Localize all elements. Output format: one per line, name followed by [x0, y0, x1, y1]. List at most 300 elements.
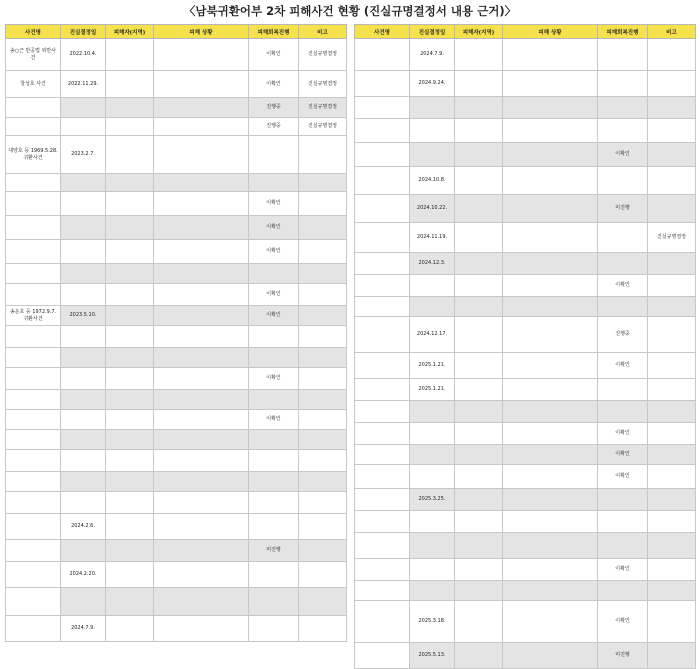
decision-date-cell: 2024.2.20. [61, 562, 106, 588]
right-table-panel [354, 24, 695, 669]
case-name-cell [6, 284, 61, 306]
decision-date-cell [410, 559, 455, 581]
case-name-cell [6, 368, 61, 390]
decision-date-cell: 2024.10.22. [410, 195, 455, 223]
right-table-body [355, 39, 696, 669]
damage-detail-cell [503, 489, 598, 511]
recovery-progress-cell [598, 119, 648, 143]
case-name-cell [355, 353, 410, 379]
table-row [355, 423, 696, 445]
victim-cell [455, 379, 503, 401]
note-cell [648, 275, 696, 297]
case-name-cell [355, 559, 410, 581]
table-row [355, 401, 696, 423]
decision-date-cell: 2025.3.25. [410, 489, 455, 511]
decision-date-cell: 2024.12.3. [410, 253, 455, 275]
note-cell [648, 401, 696, 423]
case-name-cell [6, 492, 61, 514]
victim-cell [455, 317, 503, 353]
table-row [355, 489, 696, 511]
decision-date-cell [61, 368, 106, 390]
victim-cell [106, 410, 154, 430]
decision-date-cell: 2024.10.8. [410, 167, 455, 195]
decision-date-cell: 2023.2.7. [61, 136, 106, 174]
case-name-cell [6, 216, 61, 240]
header-detail: 피해 상황 [154, 25, 249, 39]
note-cell [648, 423, 696, 445]
damage-detail-cell [503, 39, 598, 71]
damage-detail-cell [503, 223, 598, 253]
decision-date-cell: 2025.1.21. [410, 379, 455, 401]
table-row [6, 492, 347, 514]
decision-date-cell: 2024.9.24. [410, 71, 455, 97]
recovery-progress-cell [598, 223, 648, 253]
damage-detail-cell [503, 465, 598, 489]
case-name-cell [6, 240, 61, 264]
damage-detail-cell [154, 174, 249, 192]
note-cell: 진실규명결정 [299, 39, 347, 71]
damage-detail-cell [503, 275, 598, 297]
victim-cell [106, 326, 154, 348]
damage-detail-cell [503, 445, 598, 465]
table-row [355, 253, 696, 275]
damage-detail-cell [503, 581, 598, 601]
recovery-progress-cell: 이확인 [598, 353, 648, 379]
note-cell [648, 559, 696, 581]
table-row [6, 514, 347, 540]
table-row [355, 353, 696, 379]
recovery-progress-cell [598, 71, 648, 97]
case-name-cell [355, 195, 410, 223]
damage-detail-cell [154, 588, 249, 616]
decision-date-cell: 2023.5.10. [61, 306, 106, 326]
damage-table-right [354, 24, 696, 669]
decision-date-cell [410, 533, 455, 559]
damage-detail-cell [154, 540, 249, 562]
damage-detail-cell [154, 326, 249, 348]
damage-detail-cell [154, 192, 249, 216]
recovery-progress-cell [249, 174, 299, 192]
victim-cell [455, 445, 503, 465]
decision-date-cell [61, 410, 106, 430]
recovery-progress-cell [249, 264, 299, 284]
damage-detail-cell [503, 253, 598, 275]
page-title: 〈남북귀환어부 2차 피해사건 현황 (진실규명결정서 내용 근거)〉 [183, 4, 517, 18]
recovery-progress-cell [249, 514, 299, 540]
damage-detail-cell [503, 353, 598, 379]
damage-detail-cell [154, 430, 249, 450]
recovery-progress-cell [249, 450, 299, 472]
decision-date-cell [410, 445, 455, 465]
case-name-cell [355, 223, 410, 253]
table-row [355, 379, 696, 401]
note-cell [299, 390, 347, 410]
recovery-progress-cell [598, 511, 648, 533]
case-name-cell [6, 450, 61, 472]
case-name-cell [6, 616, 61, 642]
note-cell [648, 353, 696, 379]
case-name-cell [355, 401, 410, 423]
decision-date-cell: 2022.10.4. [61, 39, 106, 71]
note-cell [299, 284, 347, 306]
damage-detail-cell [154, 450, 249, 472]
note-cell [299, 192, 347, 216]
recovery-progress-cell [598, 401, 648, 423]
recovery-progress-cell: 진행중 [249, 98, 299, 118]
recovery-progress-cell: 이확인 [249, 216, 299, 240]
damage-detail-cell [154, 492, 249, 514]
recovery-progress-cell [598, 39, 648, 71]
damage-detail-cell [503, 167, 598, 195]
note-cell [299, 216, 347, 240]
damage-detail-cell [154, 39, 249, 71]
damage-detail-cell [154, 136, 249, 174]
recovery-progress-cell: 이확인 [598, 143, 648, 167]
victim-cell [455, 223, 503, 253]
note-cell [648, 511, 696, 533]
victim-cell [455, 97, 503, 119]
victim-cell [106, 71, 154, 98]
decision-date-cell [61, 98, 106, 118]
damage-table-left [5, 24, 347, 642]
table-row [6, 616, 347, 642]
header-progress: 피해회복진행 [598, 25, 648, 39]
note-cell [648, 379, 696, 401]
table-row [355, 71, 696, 97]
note-cell [299, 240, 347, 264]
damage-detail-cell [154, 306, 249, 326]
recovery-progress-cell: 진행중 [598, 317, 648, 353]
victim-cell [455, 559, 503, 581]
case-name-cell [355, 581, 410, 601]
decision-date-cell [61, 390, 106, 410]
decision-date-cell [61, 540, 106, 562]
case-name-cell [355, 71, 410, 97]
victim-cell [106, 264, 154, 284]
decision-date-cell: 2025.1.21. [410, 353, 455, 379]
victim-cell [106, 514, 154, 540]
decision-date-cell [61, 192, 106, 216]
table-row [355, 511, 696, 533]
decision-date-cell: 2022.11.29. [61, 71, 106, 98]
victim-cell [106, 616, 154, 642]
victim-cell [455, 581, 503, 601]
victim-cell [455, 119, 503, 143]
victim-cell [106, 540, 154, 562]
table-row [6, 540, 347, 562]
case-name-cell [6, 430, 61, 450]
recovery-progress-cell [598, 253, 648, 275]
victim-cell [106, 450, 154, 472]
table-row [6, 306, 347, 326]
case-name-cell [355, 445, 410, 465]
decision-date-cell: 2024.7.9. [410, 39, 455, 71]
recovery-progress-cell [598, 581, 648, 601]
table-row [355, 317, 696, 353]
header-victim: 피해자(지역) [455, 25, 503, 39]
victim-cell [106, 174, 154, 192]
case-name-cell [355, 489, 410, 511]
damage-detail-cell [154, 390, 249, 410]
case-name-cell [6, 562, 61, 588]
damage-detail-cell [154, 284, 249, 306]
case-name-cell [355, 533, 410, 559]
victim-cell [455, 143, 503, 167]
case-name-cell [355, 143, 410, 167]
note-cell [299, 174, 347, 192]
damage-detail-cell [154, 98, 249, 118]
case-name-cell: 송운호 등 1972.9.7. 귀환사건 [6, 306, 61, 326]
note-cell [648, 489, 696, 511]
table-row [355, 275, 696, 297]
decision-date-cell [410, 119, 455, 143]
header-detail: 피해 상황 [503, 25, 598, 39]
damage-detail-cell [503, 533, 598, 559]
note-cell: 진실규명결정 [299, 98, 347, 118]
victim-cell [455, 275, 503, 297]
decision-date-cell [61, 326, 106, 348]
table-row [355, 559, 696, 581]
table-row [6, 284, 347, 306]
victim-cell [455, 489, 503, 511]
note-cell [299, 492, 347, 514]
victim-cell [106, 348, 154, 368]
case-name-cell [6, 514, 61, 540]
case-name-cell [355, 119, 410, 143]
table-row [6, 39, 347, 71]
damage-detail-cell [503, 71, 598, 97]
decision-date-cell [61, 174, 106, 192]
table-row [355, 119, 696, 143]
recovery-progress-cell [249, 562, 299, 588]
victim-cell [106, 98, 154, 118]
header-date: 진실결정일 [61, 25, 106, 39]
case-name-cell [6, 326, 61, 348]
note-cell [648, 71, 696, 97]
decision-date-cell [410, 465, 455, 489]
header-victim: 피해자(지역) [106, 25, 154, 39]
left-table-panel [5, 24, 346, 642]
note-cell [299, 410, 347, 430]
victim-cell [455, 39, 503, 71]
note-cell [648, 533, 696, 559]
damage-detail-cell [154, 216, 249, 240]
damage-detail-cell [503, 379, 598, 401]
victim-cell [106, 588, 154, 616]
note-cell [648, 465, 696, 489]
decision-date-cell [61, 216, 106, 240]
victim-cell [106, 390, 154, 410]
table-row [355, 167, 696, 195]
damage-detail-cell [503, 559, 598, 581]
recovery-progress-cell [598, 167, 648, 195]
decision-date-cell: 2025.5.13. [410, 643, 455, 669]
case-name-cell [355, 465, 410, 489]
note-cell: 진실규명결정 [299, 118, 347, 136]
decision-date-cell [410, 297, 455, 317]
table-row [6, 450, 347, 472]
recovery-progress-cell [249, 348, 299, 368]
table-row [6, 348, 347, 368]
decision-date-cell [61, 472, 106, 492]
recovery-progress-cell: 이확인 [249, 39, 299, 71]
recovery-progress-cell [249, 472, 299, 492]
case-name-cell [355, 423, 410, 445]
note-cell [299, 368, 347, 390]
case-name-cell [355, 511, 410, 533]
table-row [355, 223, 696, 253]
table-row [355, 465, 696, 489]
damage-detail-cell [503, 511, 598, 533]
note-cell [299, 306, 347, 326]
left-table-body [6, 39, 347, 642]
table-row [6, 326, 347, 348]
table-row [355, 39, 696, 71]
table-row [6, 410, 347, 430]
recovery-progress-cell: 이확인 [598, 423, 648, 445]
case-name-cell [355, 297, 410, 317]
decision-date-cell [410, 511, 455, 533]
decision-date-cell [61, 264, 106, 284]
case-name-cell [6, 348, 61, 368]
recovery-progress-cell [598, 489, 648, 511]
recovery-progress-cell: 이확인 [249, 306, 299, 326]
case-name-cell [355, 601, 410, 643]
recovery-progress-cell: 이확인 [249, 410, 299, 430]
header-date: 진실결정일 [410, 25, 455, 39]
damage-detail-cell [503, 643, 598, 669]
case-name-cell [6, 98, 61, 118]
note-cell [299, 514, 347, 540]
recovery-progress-cell [598, 533, 648, 559]
note-cell [648, 317, 696, 353]
victim-cell [455, 297, 503, 317]
victim-cell [106, 136, 154, 174]
recovery-progress-cell: 미진행 [598, 643, 648, 669]
recovery-progress-cell [598, 97, 648, 119]
decision-date-cell [61, 450, 106, 472]
note-cell [299, 562, 347, 588]
victim-cell [455, 423, 503, 445]
note-cell [648, 643, 696, 669]
victim-cell [106, 118, 154, 136]
damage-detail-cell [503, 143, 598, 167]
damage-detail-cell [503, 195, 598, 223]
note-cell: 진실규명결정 [648, 223, 696, 253]
table-row [355, 533, 696, 559]
victim-cell [106, 562, 154, 588]
table-header-row [6, 25, 347, 39]
header-note: 비고 [648, 25, 696, 39]
recovery-progress-cell [598, 379, 648, 401]
table-row [6, 192, 347, 216]
note-cell [648, 253, 696, 275]
table-row [355, 445, 696, 465]
case-name-cell: 송○근 반공법 위반사건 [6, 39, 61, 71]
decision-date-cell: 2024.12.17. [410, 317, 455, 353]
table-row [6, 98, 347, 118]
note-cell [299, 136, 347, 174]
note-cell [648, 581, 696, 601]
decision-date-cell [410, 143, 455, 167]
note-cell [648, 97, 696, 119]
case-name-cell [355, 97, 410, 119]
victim-cell [455, 465, 503, 489]
header-case: 사건명 [355, 25, 410, 39]
damage-detail-cell [154, 240, 249, 264]
decision-date-cell [61, 492, 106, 514]
table-row [355, 297, 696, 317]
decision-date-cell [410, 401, 455, 423]
case-name-cell [355, 317, 410, 353]
decision-date-cell: 2024.11.19. [410, 223, 455, 253]
victim-cell [455, 71, 503, 97]
decision-date-cell: 2024.2.6. [61, 514, 106, 540]
decision-date-cell [61, 430, 106, 450]
recovery-progress-cell: 진행중 [249, 118, 299, 136]
recovery-progress-cell [249, 326, 299, 348]
recovery-progress-cell: 미진행 [598, 195, 648, 223]
recovery-progress-cell: 이확인 [249, 368, 299, 390]
victim-cell [455, 643, 503, 669]
damage-detail-cell [154, 264, 249, 284]
damage-detail-cell [503, 423, 598, 445]
table-row [6, 240, 347, 264]
case-name-cell: 대양호 등 1969.5.28. 귀환사건 [6, 136, 61, 174]
table-row [6, 71, 347, 98]
victim-cell [106, 368, 154, 390]
case-name-cell [6, 390, 61, 410]
decision-date-cell [410, 581, 455, 601]
decision-date-cell: 2025.3.18. [410, 601, 455, 643]
header-case: 사건명 [6, 25, 61, 39]
case-name-cell [355, 643, 410, 669]
damage-detail-cell [503, 97, 598, 119]
case-name-cell [355, 253, 410, 275]
victim-cell [106, 216, 154, 240]
victim-cell [106, 472, 154, 492]
case-name-cell [6, 410, 61, 430]
decision-date-cell [410, 423, 455, 445]
recovery-progress-cell: 이확인 [249, 71, 299, 98]
note-cell: 진실규명결정 [299, 71, 347, 98]
recovery-progress-cell [249, 588, 299, 616]
header-note: 비고 [299, 25, 347, 39]
note-cell [299, 472, 347, 492]
recovery-progress-cell: 이확인 [249, 192, 299, 216]
recovery-progress-cell [249, 136, 299, 174]
table-row [6, 562, 347, 588]
damage-detail-cell [154, 472, 249, 492]
damage-detail-cell [503, 401, 598, 423]
recovery-progress-cell [249, 616, 299, 642]
note-cell [648, 195, 696, 223]
case-name-cell [355, 379, 410, 401]
table-row [355, 97, 696, 119]
table-row [6, 390, 347, 410]
case-name-cell [6, 540, 61, 562]
damage-detail-cell [503, 601, 598, 643]
case-name-cell [6, 472, 61, 492]
note-cell [299, 450, 347, 472]
note-cell [648, 167, 696, 195]
table-header-row [355, 25, 696, 39]
recovery-progress-cell: 이확인 [598, 559, 648, 581]
decision-date-cell [410, 275, 455, 297]
decision-date-cell [61, 588, 106, 616]
table-row [6, 264, 347, 284]
recovery-progress-cell: 이확인 [249, 240, 299, 264]
